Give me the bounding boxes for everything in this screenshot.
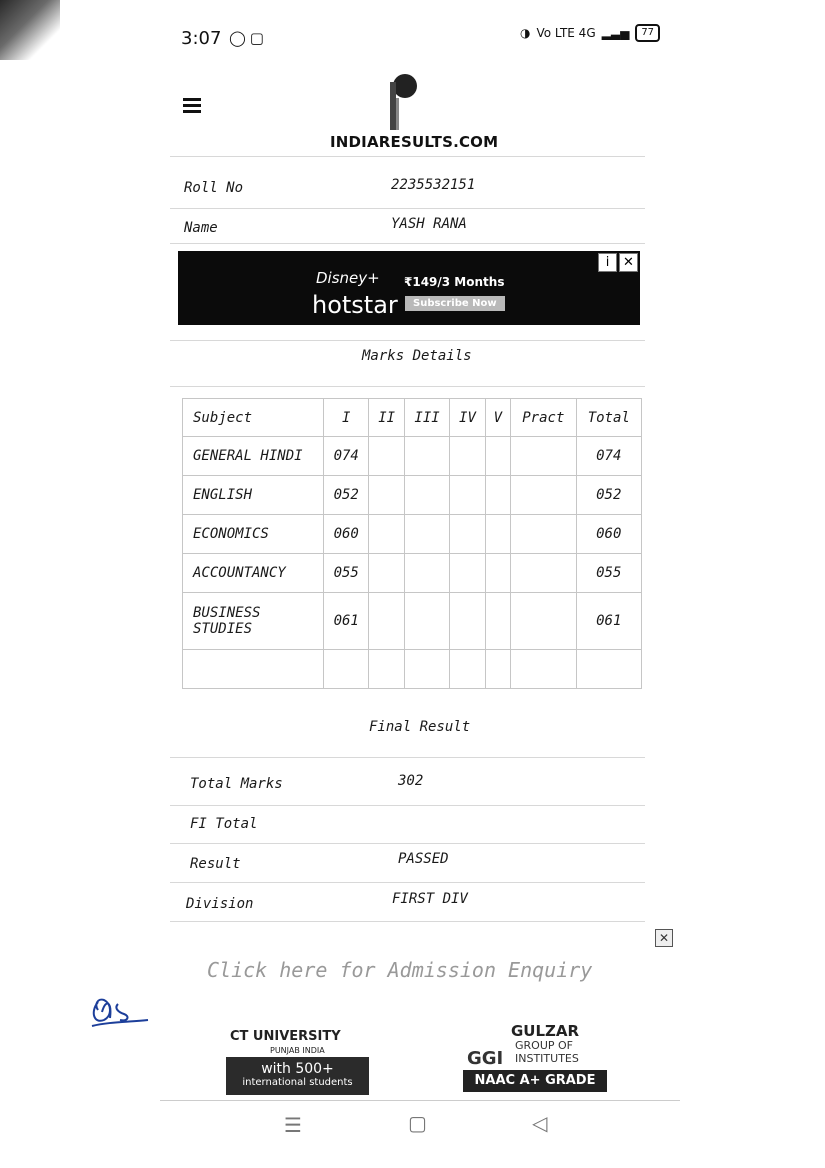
mark-i-cell: 061 — [324, 593, 369, 650]
network-label: Vo LTE 4G — [536, 26, 596, 40]
site-name[interactable]: INDIARESULTS.COM — [330, 133, 499, 151]
ad-brand-top: Disney+ — [316, 269, 380, 287]
table-row — [183, 554, 642, 593]
subject-cell: BUSINESS STUDIES — [183, 593, 324, 650]
subject-cell: ECONOMICS — [183, 515, 324, 554]
col-subject: Subject — [183, 399, 324, 437]
name-label: Name — [184, 220, 218, 236]
hamburger-menu-icon[interactable] — [183, 98, 201, 114]
division-value: FIRST DIV — [392, 891, 468, 907]
subject-cell: ENGLISH — [183, 476, 324, 515]
col-v: V — [485, 399, 510, 437]
instagram-icon: ◯ — [229, 29, 250, 47]
mark-i-cell: 074 — [324, 437, 369, 476]
ct-sub: PUNJAB INDIA — [226, 1046, 369, 1057]
fi-total-label: FI Total — [190, 816, 258, 832]
paper-shadow — [0, 0, 60, 60]
total-cell: 055 — [576, 554, 641, 593]
final-result-title: Final Result — [369, 719, 471, 735]
col-total: Total — [576, 399, 641, 437]
table-header-row — [183, 399, 642, 437]
result-label: Result — [190, 856, 241, 872]
ad-close-icon[interactable]: ✕ — [619, 253, 638, 272]
ct-university-ad[interactable] — [226, 1027, 369, 1095]
subject-cell: GENERAL HINDI — [183, 437, 324, 476]
result-value: PASSED — [398, 851, 449, 867]
total-cell: 074 — [576, 437, 641, 476]
col-iv: IV — [450, 399, 485, 437]
subject-cell: ACCOUNTANCY — [183, 554, 324, 593]
ct-line1: with 500+ — [261, 1061, 334, 1077]
col-i: I — [324, 399, 369, 437]
hotstar-ad[interactable] — [178, 251, 640, 325]
ad-brand: hotstar — [312, 291, 398, 319]
total-cell: 060 — [576, 515, 641, 554]
total-cell: 061 — [576, 593, 641, 650]
col-pract: Pract — [511, 399, 576, 437]
indiaresults-logo-icon — [390, 72, 420, 132]
signature — [88, 990, 150, 1032]
table-row — [183, 650, 642, 689]
status-time: 3:07 — [181, 28, 222, 49]
name-value: YASH RANA — [391, 216, 467, 232]
total-marks-label: Total Marks — [190, 776, 283, 792]
mark-i-cell: 060 — [324, 515, 369, 554]
gulzar-initials: GGI — [467, 1048, 504, 1069]
ad-controls — [598, 253, 638, 272]
marks-title: Marks Details — [362, 348, 472, 364]
alarm-icon: ◑ — [520, 26, 531, 40]
gulzar-ad[interactable] — [463, 1022, 607, 1092]
total-cell: 052 — [576, 476, 641, 515]
col-ii: II — [369, 399, 404, 437]
marks-table — [182, 398, 642, 689]
roll-label: Roll No — [184, 180, 244, 196]
ad-price: ₹149/3 Months — [404, 275, 505, 289]
gulzar-sub2: INSTITUTES — [515, 1052, 579, 1065]
gulzar-sub1: GROUP OF — [515, 1039, 573, 1052]
admission-enquiry-link[interactable]: Click here for Admission Enquiry — [207, 958, 593, 982]
close-icon[interactable]: ✕ — [655, 929, 673, 947]
back-icon[interactable]: ◁ — [532, 1111, 548, 1135]
roll-value: 2235532151 — [391, 177, 476, 193]
nav-divider — [160, 1100, 680, 1101]
division-label: Division — [186, 896, 254, 912]
table-row — [183, 437, 642, 476]
home-icon[interactable]: ▢ — [408, 1111, 427, 1135]
gulzar-grade: NAAC A+ GRADE — [463, 1070, 607, 1092]
ad-info-icon[interactable]: i — [598, 253, 617, 272]
table-row — [183, 515, 642, 554]
battery-level: 77 — [635, 24, 660, 42]
app-icon: ▢ — [249, 29, 268, 47]
gulzar-brand: GULZAR — [511, 1022, 580, 1040]
mark-i-cell: 055 — [324, 554, 369, 593]
ct-line2: international students — [242, 1077, 353, 1088]
ct-brand: CT UNIVERSITY — [226, 1027, 369, 1046]
table-row — [183, 593, 642, 650]
recents-icon[interactable]: ☰ — [284, 1113, 302, 1137]
mark-i-cell: 052 — [324, 476, 369, 515]
table-row — [183, 476, 642, 515]
ad-subscribe-button[interactable]: Subscribe Now — [405, 296, 505, 311]
col-iii: III — [404, 399, 449, 437]
signal-icon: ▂▃▅ — [601, 26, 630, 40]
status-right — [520, 24, 660, 42]
status-left-icons — [229, 29, 268, 47]
total-marks-value: 302 — [398, 773, 424, 789]
